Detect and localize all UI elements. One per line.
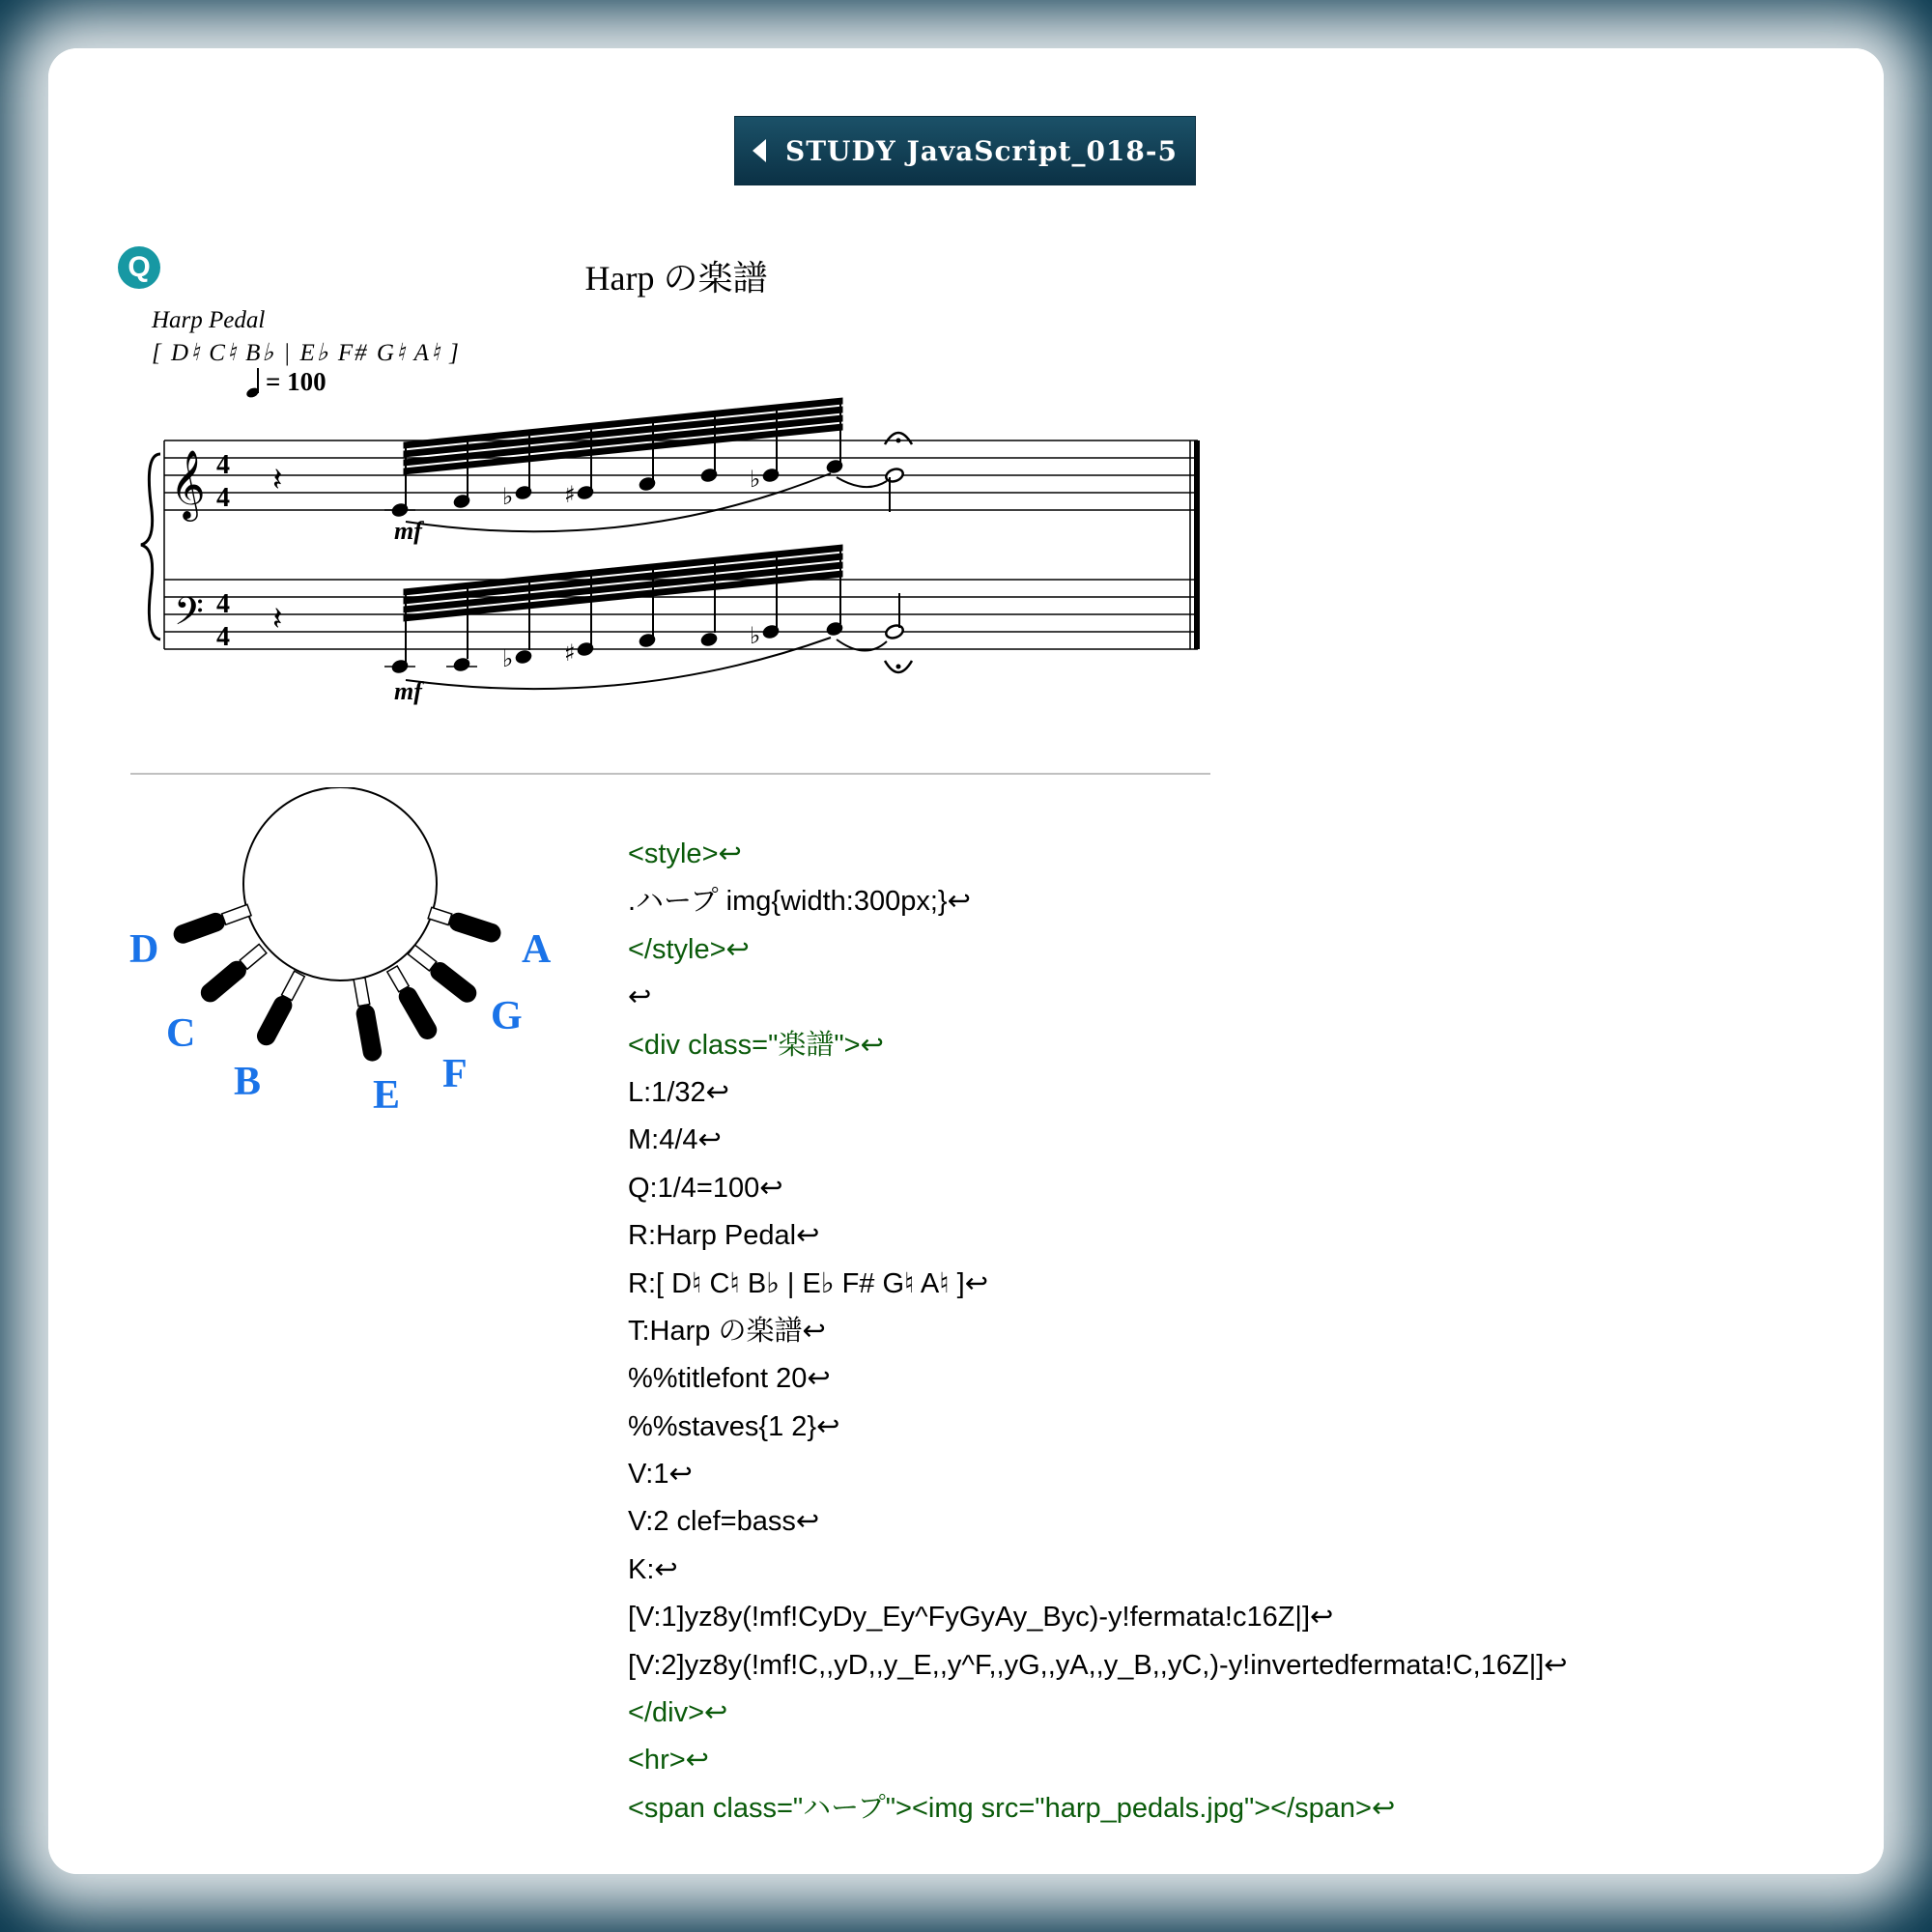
flat-icon: ♭ bbox=[502, 645, 514, 672]
flat-icon: ♭ bbox=[750, 622, 761, 649]
pedal-setting: [ D♮ C♮ B♭ | E♭ F# G♮ A♮ ] bbox=[152, 340, 461, 366]
pedal-letter-a: A bbox=[522, 927, 552, 972]
code-line: <hr>↩ bbox=[628, 1745, 709, 1776]
code-line: L:1/32↩ bbox=[628, 1076, 729, 1108]
code-line: [V:1]yz8y(!mf!CyDy_Ey^FyGyAy_Byc)-y!fermata!c16Z|]↩ bbox=[628, 1602, 1334, 1634]
code-listing bbox=[628, 831, 1874, 1833]
time-sig-top: 4 bbox=[216, 450, 230, 480]
flat-icon: ♭ bbox=[750, 466, 761, 493]
score-title: Harp の楽譜 bbox=[584, 259, 768, 298]
code-line: [V:2]yz8y(!mf!C,,yD,,y_E,,y^F,,yG,,yA,,y_B,,yC,)-y!invertedfermata!C,16Z|]↩ bbox=[628, 1649, 1568, 1681]
code-line: %%titlefont 20↩ bbox=[628, 1363, 831, 1395]
code-line: ↩ bbox=[628, 981, 652, 1013]
pedal-letter-b: B bbox=[234, 1060, 262, 1104]
sharp-icon: ♯ bbox=[564, 639, 576, 667]
dynamic-mf: mf bbox=[394, 677, 422, 705]
code-line: <style>↩ bbox=[628, 838, 742, 869]
code-line: </style>↩ bbox=[628, 933, 750, 965]
tempo-text: = 100 bbox=[266, 367, 327, 396]
pedal-letter-g: G bbox=[491, 994, 523, 1038]
code-line: <span class="ハープ"><img src="harp_pedals.jpg"></span>↩ bbox=[628, 1792, 1396, 1824]
quarter-rest-icon: 𝄽 bbox=[272, 600, 283, 639]
pedal-letter-f: F bbox=[442, 1052, 468, 1096]
code-line: K:↩ bbox=[628, 1553, 678, 1585]
code-line: <div class="楽譜">↩ bbox=[628, 1029, 884, 1061]
pedal-letter-c: C bbox=[166, 1011, 196, 1056]
study-button-label: STUDY JavaScript_018-5 bbox=[784, 134, 1178, 167]
time-sig-bottom: 4 bbox=[216, 483, 230, 513]
code-line: V:1↩ bbox=[628, 1459, 693, 1491]
harp-pedal-diagram bbox=[116, 787, 580, 1135]
time-sig-bottom-bass: 4 bbox=[216, 622, 230, 652]
pedal-letter-d: D bbox=[129, 927, 159, 972]
harp-pedal-label: Harp Pedal bbox=[152, 307, 266, 333]
brace bbox=[141, 454, 160, 639]
pedal-letter-e: E bbox=[373, 1073, 401, 1118]
code-line: M:4/4↩ bbox=[628, 1124, 722, 1156]
question-badge: Q bbox=[118, 246, 160, 289]
sharp-icon: ♯ bbox=[564, 481, 576, 508]
treble-clef-icon: 𝄞 bbox=[170, 448, 206, 519]
horizontal-rule bbox=[130, 773, 1210, 775]
music-score bbox=[0, 0, 1932, 773]
dynamic-mf: mf bbox=[394, 517, 422, 545]
code-line: V:2 clef=bass↩ bbox=[628, 1506, 820, 1538]
code-line: R:Harp Pedal↩ bbox=[628, 1220, 820, 1252]
quarter-rest-icon: 𝄽 bbox=[272, 461, 283, 499]
code-line: %%staves{1 2}↩ bbox=[628, 1410, 840, 1442]
time-sig-top-bass: 4 bbox=[216, 589, 230, 619]
code-line: R:[ D♮ C♮ B♭ | E♭ F# G♮ A♮ ]↩ bbox=[628, 1267, 988, 1299]
flat-icon: ♭ bbox=[502, 483, 514, 510]
code-line: T:Harp の楽譜↩ bbox=[628, 1315, 826, 1347]
bass-clef-icon: 𝄢 bbox=[174, 589, 204, 643]
code-line: .ハープ img{width:300px;}↩ bbox=[628, 886, 971, 918]
code-line: Q:1/4=100↩ bbox=[628, 1172, 783, 1204]
code-line: </div>↩ bbox=[628, 1697, 728, 1729]
final-barline bbox=[1194, 440, 1200, 649]
